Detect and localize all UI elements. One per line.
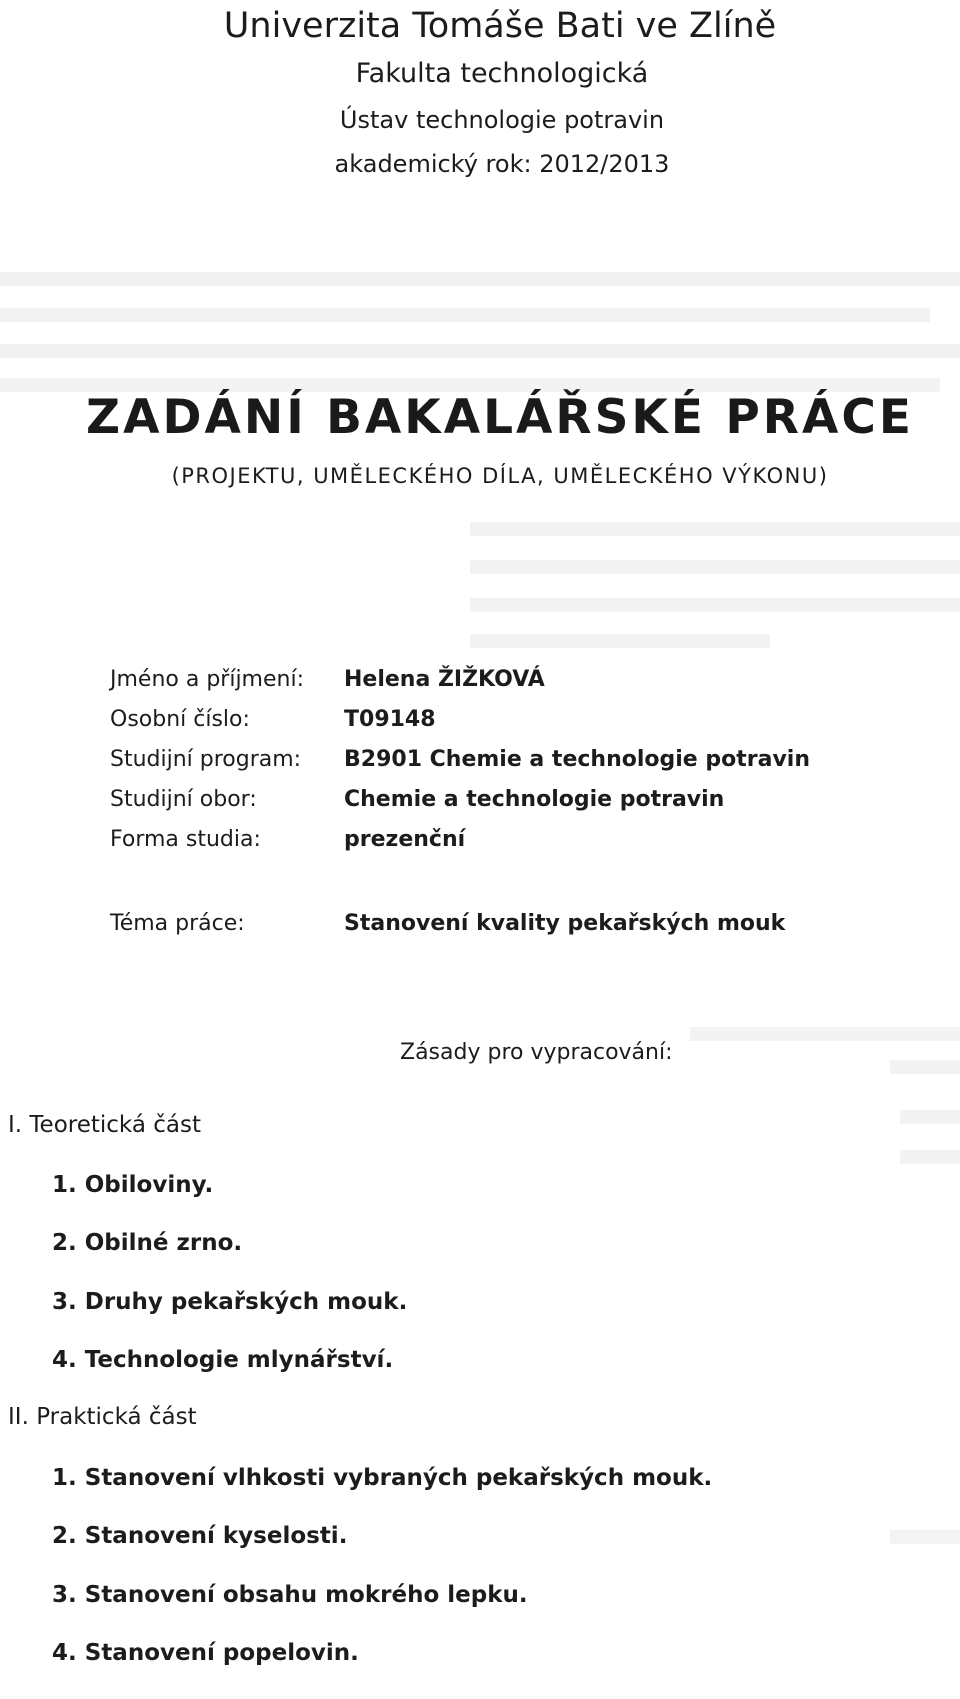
- field-value: Chemie a technologie potravin: [344, 787, 725, 812]
- document-title: ZADÁNÍ BAKALÁŘSKÉ PRÁCE: [86, 390, 914, 445]
- bleed-through-line: [0, 308, 930, 322]
- bleed-through-line: [470, 634, 770, 648]
- bleed-through-line: [0, 344, 960, 358]
- program-value: B2901 Chemie a technologie potravin: [344, 747, 810, 772]
- form-label: Forma studia:: [110, 827, 261, 852]
- part1-item: 2. Obilné zrno.: [52, 1230, 243, 1256]
- part2-item: 4. Stanovení popelovin.: [52, 1640, 359, 1666]
- id-label: Osobní číslo:: [110, 707, 250, 732]
- bleed-through-line: [900, 1110, 960, 1124]
- topic-value: Stanovení kvality pekařských mouk: [344, 911, 786, 936]
- bleed-through-line: [470, 560, 960, 574]
- bleed-through-line: [470, 598, 960, 612]
- part1-heading: I. Teoretická část: [8, 1112, 201, 1138]
- part1-item: 1. Obiloviny.: [52, 1172, 214, 1198]
- institute-name: Ústav technologie potravin: [339, 106, 665, 134]
- bleed-through-line: [890, 1060, 960, 1074]
- program-label: Studijní program:: [110, 747, 302, 772]
- university-name: Univerzita Tomáše Bati ve Zlíně: [223, 6, 777, 46]
- part1-item: 4. Technologie mlynářství.: [52, 1347, 394, 1373]
- part1-item: 3. Druhy pekařských mouk.: [52, 1289, 408, 1315]
- bleed-through-line: [690, 1027, 960, 1041]
- academic-year: akademický rok: 2012/2013: [334, 150, 670, 178]
- part2-item: 3. Stanovení obsahu mokrého lepku.: [52, 1582, 528, 1608]
- part2-item: 1. Stanovení vlhkosti vybraných pekařských mouk.: [52, 1465, 713, 1491]
- name-label: Jméno a příjmení:: [110, 667, 304, 692]
- faculty-name: Fakulta technologická: [355, 58, 649, 89]
- bleed-through-line: [0, 272, 960, 286]
- bleed-through-line: [470, 522, 960, 536]
- bleed-through-line: [900, 1150, 960, 1164]
- topic-label: Téma práce:: [110, 911, 245, 936]
- form-value: prezenční: [344, 827, 466, 852]
- field-label: Studijní obor:: [110, 787, 257, 812]
- guidelines-heading: Zásady pro vypracování:: [400, 1040, 673, 1065]
- name-value: Helena ŽIŽKOVÁ: [344, 667, 545, 692]
- part2-item: 2. Stanovení kyselosti.: [52, 1523, 348, 1549]
- id-value: T09148: [344, 707, 436, 732]
- document-subtitle: (PROJEKTU, UMĚLECKÉHO DÍLA, UMĚLECKÉHO VÝKONU): [171, 464, 829, 488]
- part2-heading: II. Praktická část: [8, 1404, 197, 1430]
- bleed-through-line: [890, 1530, 960, 1544]
